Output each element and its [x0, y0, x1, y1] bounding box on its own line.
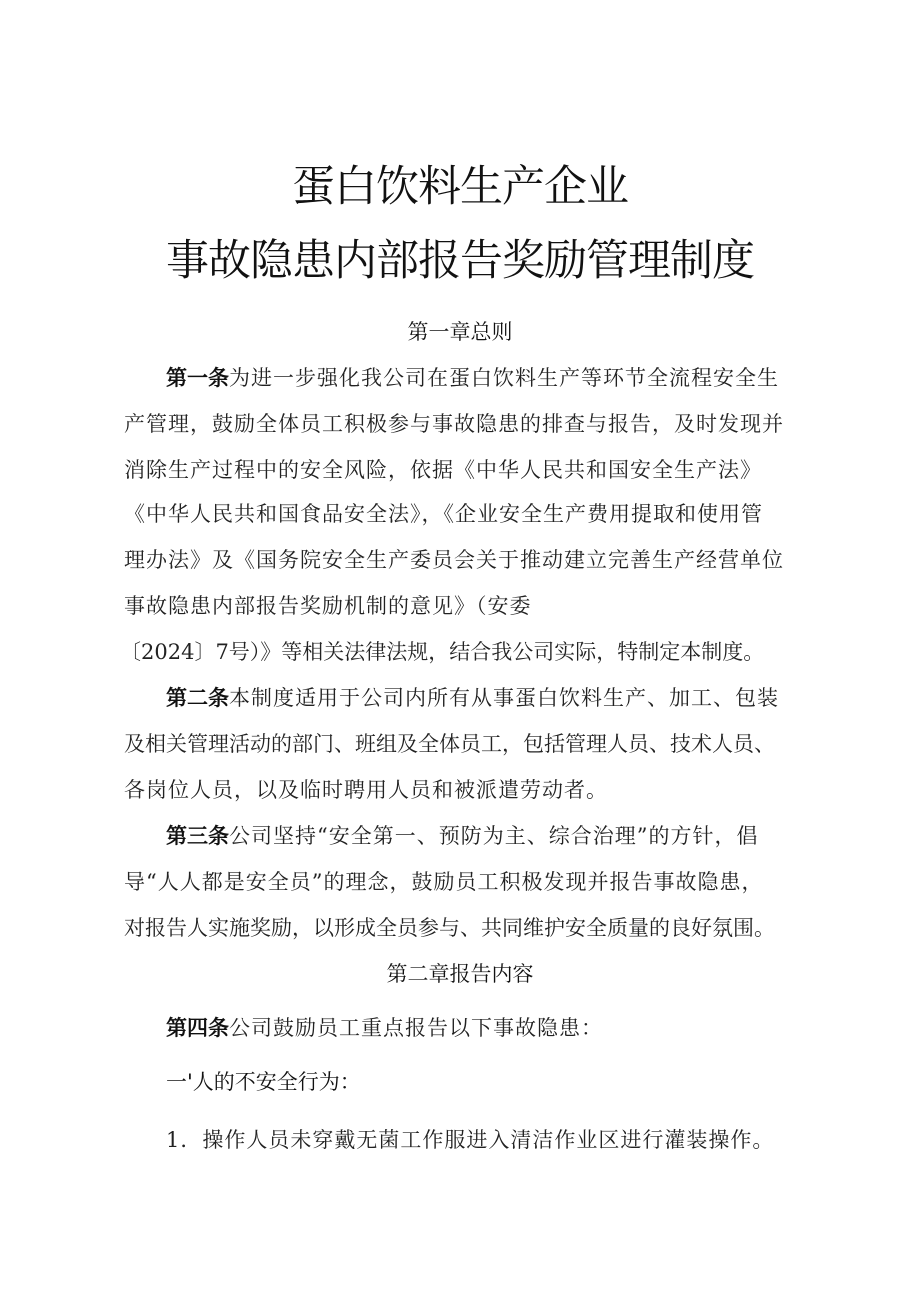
article-1-line-1	[166, 368, 779, 389]
article-1-line-5: 理办法》及《国务院安全生产委员会关于推动建立完善生产经营单位	[124, 548, 784, 572]
article-2-label: 第二条	[166, 686, 229, 710]
article-1-text-1: 为进一步强化我公司在蛋白饮料生产等环节全流程安全生	[229, 366, 779, 390]
article-3-text-1: 公司坚持“安全第一、预防为主、综合治理”的方针，倡	[229, 824, 759, 848]
section-heading-1: 一'人的不安全行为：	[166, 1070, 361, 1094]
article-1-line-7: 〔2024〕7号）》等相关法律法规，结合我公司实际，特制定本制度。	[120, 640, 765, 664]
list-item-1: 1．操作人员未穿戴无菌工作服进入清洁作业区进行灌装操作。	[166, 1128, 775, 1152]
article-3-line-1	[166, 826, 758, 847]
article-2-line-1	[166, 688, 779, 709]
article-4-text-1: 公司鼓励员工重点报告以下事故隐患：	[229, 1016, 603, 1040]
document-title-line1: 蛋白饮料生产企业	[292, 162, 628, 212]
chapter-heading-1: 第一章总则	[407, 320, 513, 344]
article-4-label: 第四条	[166, 1016, 229, 1040]
article-2-line-3: 各岗位人员，以及临时聘用人员和被派遣劳动者。	[124, 778, 608, 802]
article-2-text-1: 本制度适用于公司内所有从事蛋白饮料生产、加工、包装	[229, 686, 779, 710]
article-1-line-6: 事故隐患内部报告奖励机制的意见》（安委	[124, 594, 532, 618]
article-2-line-2: 及相关管理活动的部门、班组及全体员工，包括管理人员、技术人员、	[124, 732, 775, 756]
document-title-line2: 事故隐患内部报告奖励管理制度	[166, 236, 754, 286]
chapter-heading-2: 第二章报告内容	[386, 962, 534, 986]
article-4-line-1	[166, 1018, 603, 1039]
article-3-label: 第三条	[166, 824, 229, 848]
article-1-label: 第一条	[166, 366, 229, 390]
article-1-line-4: 《中华人民共和国食品安全法》，《企业安全生产费用提取和使用管	[124, 502, 763, 526]
article-1-line-2: 产管理，鼓励全体员工积极参与事故隐患的排查与报告，及时发现并	[124, 412, 784, 436]
article-1-line-3: 消除生产过程中的安全风险，依据《中华人民共和国安全生产法》	[124, 458, 762, 482]
article-3-line-2: 导“人人都是安全员”的理念，鼓励员工积极发现并报告事故隐患，	[124, 870, 764, 894]
article-3-line-3: 对报告人实施奖励，以形成全员参与、共同维护安全质量的良好氛围。	[124, 916, 775, 940]
